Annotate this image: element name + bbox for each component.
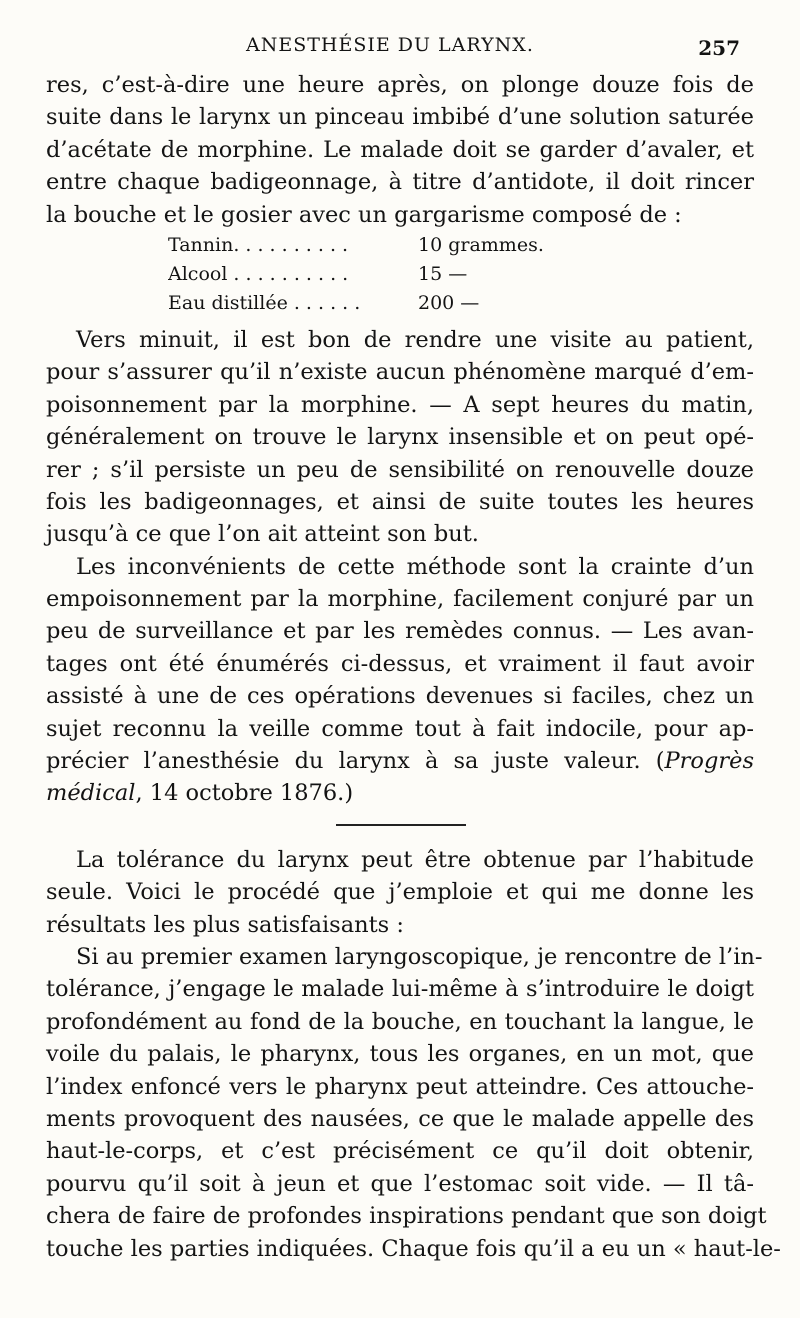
text-line: jusqu’à ce que l’on ait atteint son but.	[46, 521, 479, 548]
text-line: la bouche et le gosier avec un gargarisme composé de :	[46, 201, 682, 228]
text-line: suite dans le larynx un pinceau imbibé d’une solution saturée	[46, 104, 754, 131]
text-line: La tolérance du larynx peut être obtenue par l’habitude	[76, 846, 754, 873]
recipe-amount: 200 —	[418, 291, 480, 314]
recipe-row	[168, 289, 608, 318]
text-line: chera de faire de profondes inspirations pendant que son doigt	[46, 1203, 767, 1230]
page-number: 257	[698, 36, 740, 60]
text-line: touche les parties indiquées. Chaque fois qu’il a eu un « haut-le-	[46, 1235, 781, 1262]
paragraph-3	[46, 551, 754, 810]
text-line: res, c’est-à-dire une heure après, on plonge douze fois de	[46, 72, 754, 98]
text-line: haut-le-corps, et c’est précisément ce qu’il doit obtenir,	[46, 1138, 754, 1165]
recipe-row	[168, 231, 608, 260]
text-line: assisté à une de ces opérations devenues si faciles, chez un	[46, 683, 754, 710]
paragraph-2	[46, 324, 754, 551]
citation-source: Progrès	[664, 748, 754, 775]
page-body	[46, 69, 781, 1265]
text-line: poisonnement par la morphine. — A sept heures du matin,	[46, 391, 754, 418]
text-line: Si au premier examen laryngoscopique, je rencontre de l’in-	[76, 943, 763, 970]
text-line: empoisonnement par la morphine, facilement conjuré par un	[46, 586, 754, 613]
text-line: tages ont été énumérés ci-dessus, et vraiment il faut avoir	[46, 650, 754, 677]
citation-source: médical	[46, 780, 136, 807]
paragraph-1	[46, 69, 754, 231]
recipe-amount: 10 grammes.	[418, 233, 544, 256]
recipe-row	[168, 260, 608, 289]
recipe-ingredient: Tannin. . . . . . . . . .	[168, 233, 349, 256]
text-line	[46, 745, 754, 777]
running-title: ANESTHÉSIE DU LARYNX.	[246, 34, 534, 56]
recipe-amount: 15 —	[418, 262, 468, 285]
text-line: pour s’assurer qu’il n’existe aucun phénomène marqué d’em-	[46, 359, 754, 386]
text-line	[46, 777, 754, 809]
text-line: profondément au fond de la bouche, en touchant la langue, le	[46, 1008, 754, 1035]
text-line: ments provoquent des nausées, ce que le malade appelle des	[46, 1105, 754, 1132]
running-head	[46, 34, 740, 62]
paragraph-5	[46, 941, 781, 1265]
citation-date: , 14 octobre 1876.)	[135, 780, 354, 807]
text-line: peu de surveillance et par les remèdes connus. — Les avan-	[46, 618, 754, 645]
text-line: pourvu qu’il soit à jeun et que l’estomac soit vide. — Il tâ-	[46, 1170, 754, 1197]
paragraph-4	[46, 844, 754, 941]
recipe-ingredient: Alcool . . . . . . . . . .	[168, 262, 349, 285]
text-line: sujet reconnu la veille comme tout à fait indocile, pour ap-	[46, 715, 754, 742]
text-line: rer ; s’il persiste un peu de sensibilité on renouvelle douze	[46, 456, 754, 483]
text-line: résultats les plus satisfaisants :	[46, 911, 404, 938]
text-line: d’acétate de morphine. Le malade doit se garder d’avaler, et	[46, 136, 754, 163]
recipe-ingredient: Eau distillée . . . . . .	[168, 291, 361, 314]
text-line: voile du palais, le pharynx, tous les organes, en un mot, que	[46, 1041, 754, 1068]
text-line: l’index enfoncé vers le pharynx peut atteindre. Ces attouche-	[46, 1073, 754, 1100]
recipe-table	[168, 231, 608, 318]
text-line: Vers minuit, il est bon de rendre une visite au patient,	[76, 326, 754, 353]
text-fragment: précier l’anesthésie du larynx à sa juste valeur. (	[46, 748, 665, 775]
section-divider	[336, 824, 466, 826]
text-line: seule. Voici le procédé que j’emploie et qui me donne les	[46, 879, 754, 906]
text-line: tolérance, j’engage le malade lui-même à s’introduire le doigt	[46, 976, 754, 1003]
text-line: entre chaque badigeonnage, à titre d’antidote, il doit rincer	[46, 169, 754, 196]
text-line: généralement on trouve le larynx insensible et on peut opé-	[46, 424, 754, 451]
text-line: Les inconvénients de cette méthode sont la crainte d’un	[76, 553, 754, 580]
text-line: fois les badigeonnages, et ainsi de suite toutes les heures	[46, 488, 754, 515]
